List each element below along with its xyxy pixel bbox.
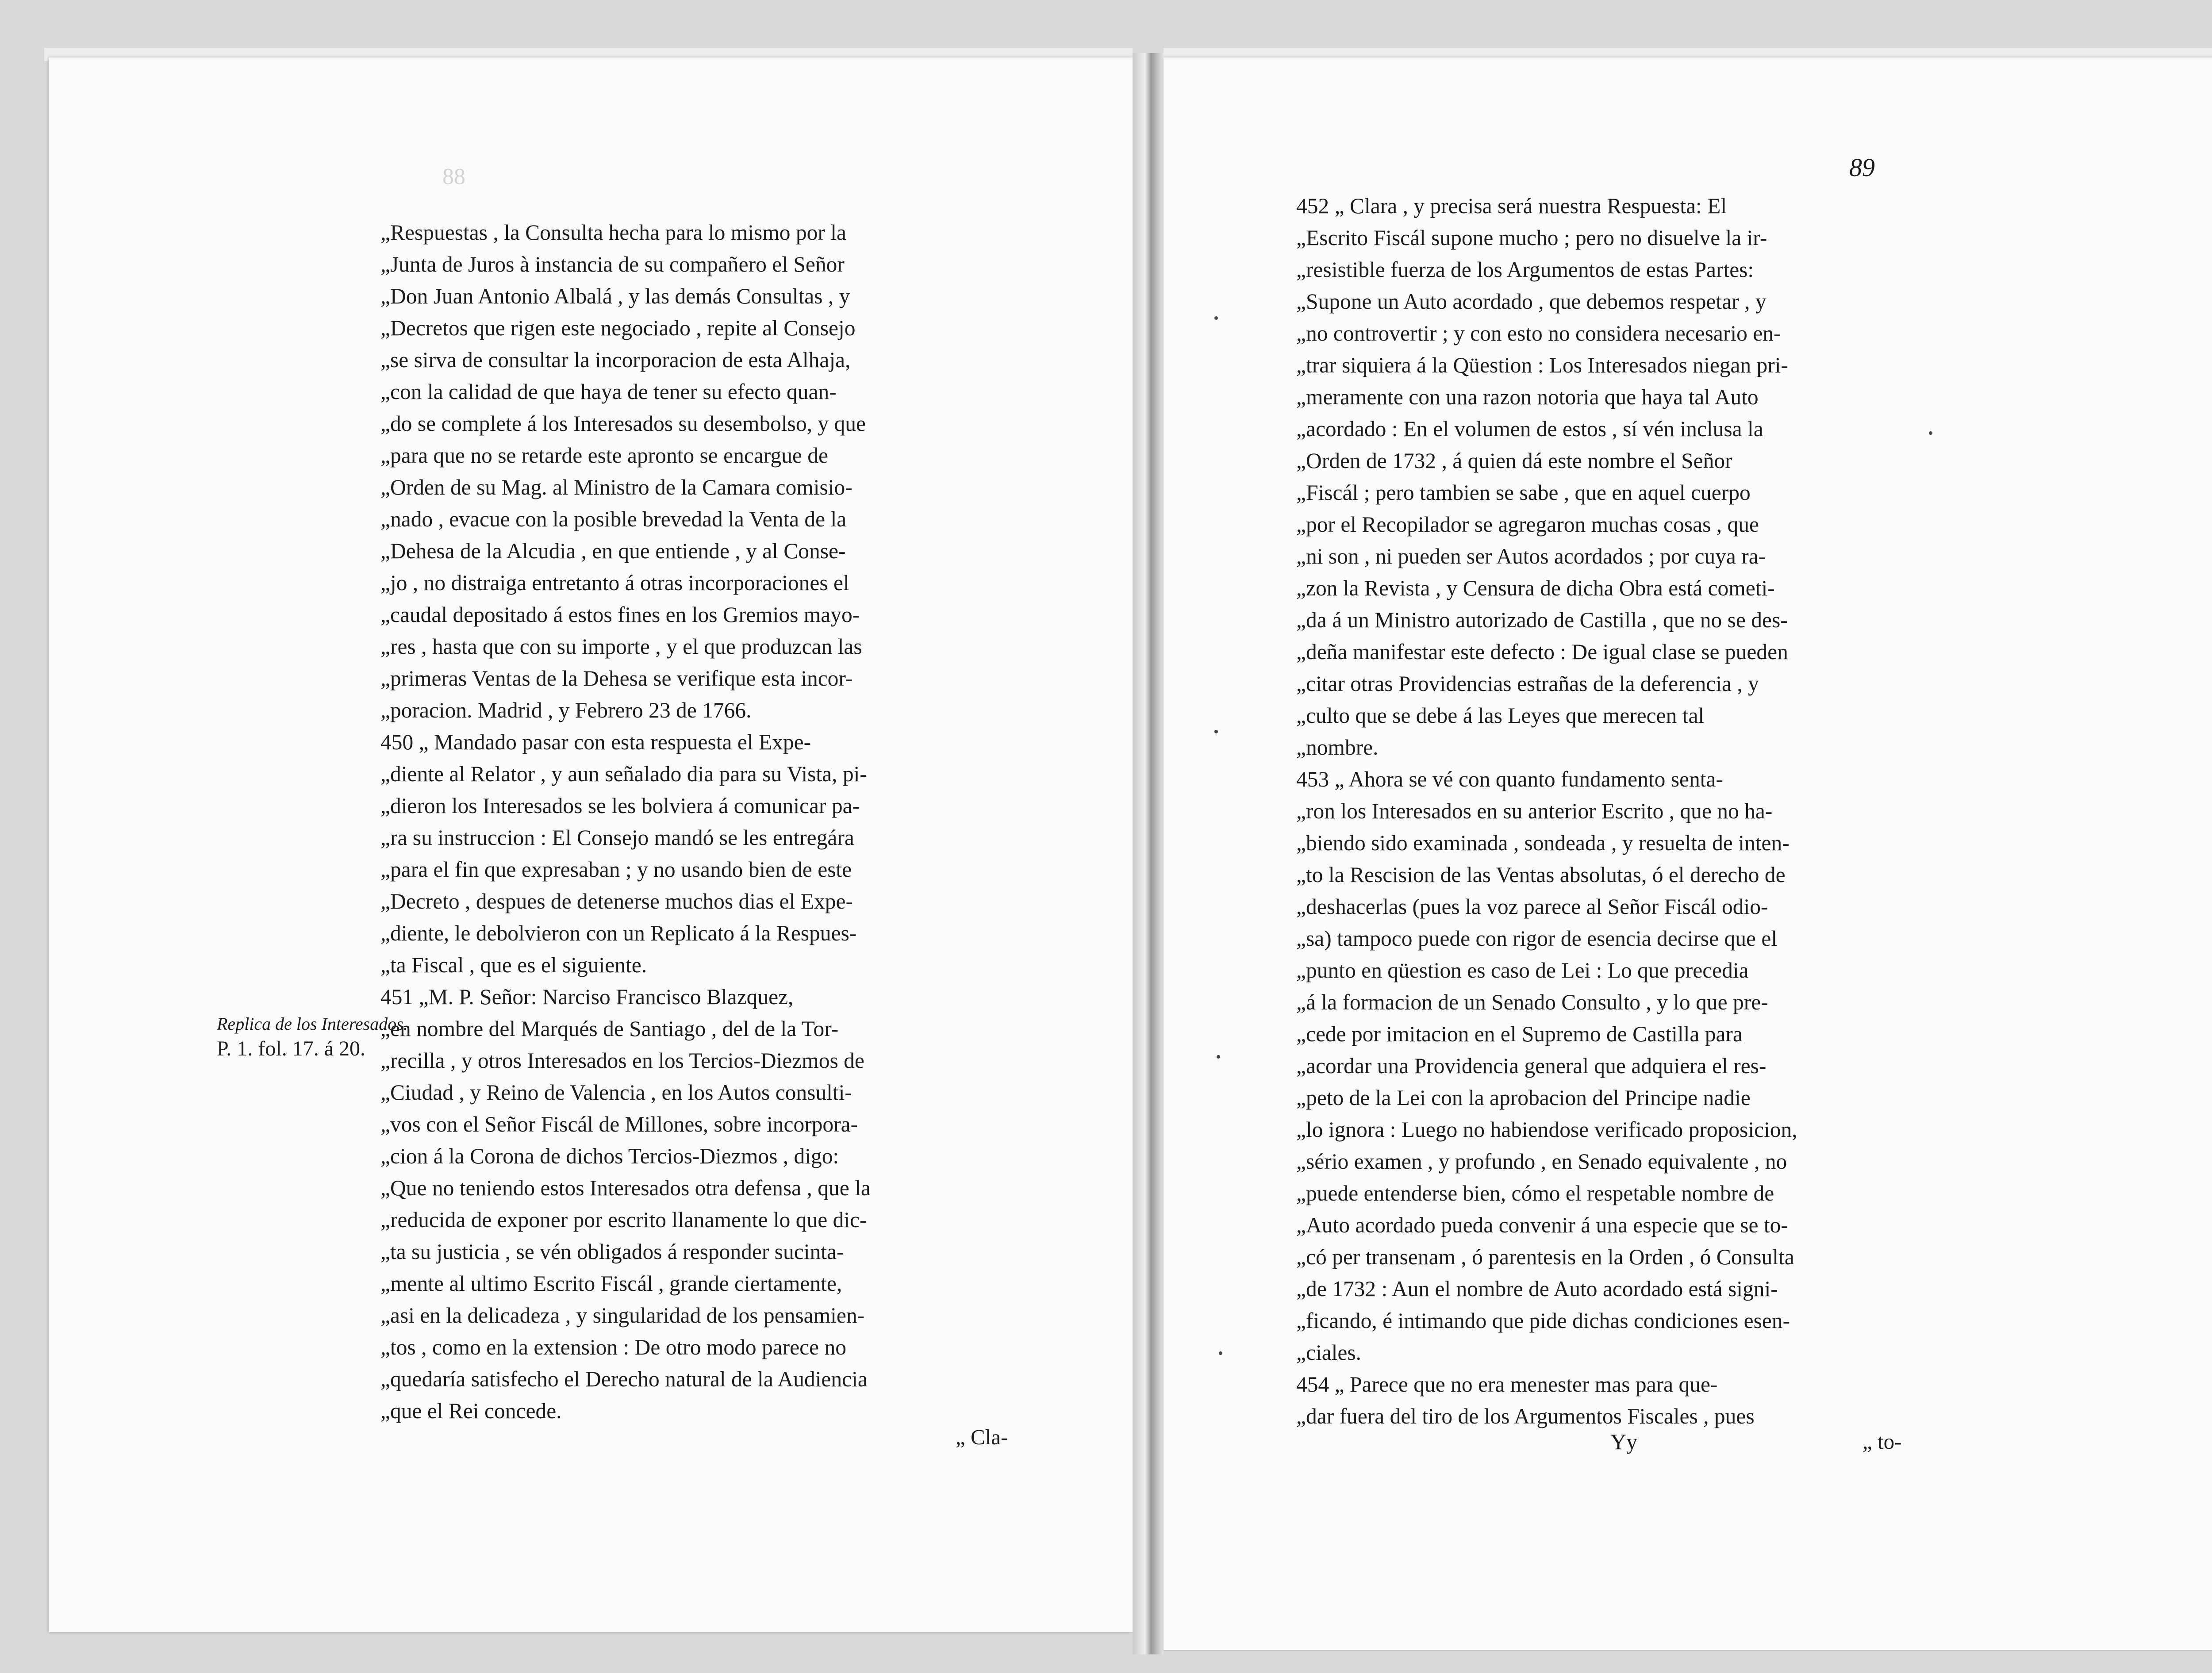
text-line: „Ciudad , y Reino de Valencia , en los Autos consulti- bbox=[380, 1080, 852, 1105]
text-line: 451 „M. P. Señor: Narciso Francisco Blazquez, bbox=[380, 985, 794, 1009]
text-line: „Don Juan Antonio Albalá , y las demás Consultas , y bbox=[380, 284, 850, 308]
text-line: „deña manifestar este defecto : De igual clase se pueden bbox=[1296, 640, 1788, 664]
text-line: 452 „ Clara , y precisa será nuestra Respuesta: El bbox=[1296, 194, 1727, 218]
text-line: „en nombre del Marqués de Santiago , del de la Tor- bbox=[380, 1017, 839, 1041]
text-line: „tos , como en la extension : De otro modo parece no bbox=[380, 1335, 846, 1359]
text-line: „acordar una Providencia general que adquiera el res- bbox=[1296, 1054, 1767, 1078]
text-line: „caudal depositado á estos fines en los Gremios mayo- bbox=[380, 602, 860, 627]
ghost-page-number: 88 bbox=[442, 164, 465, 189]
left-catchword: „ Cla- bbox=[956, 1425, 1008, 1449]
text-line: „Orden de 1732 , á quien dá este nombre el Señor bbox=[1296, 449, 1732, 473]
text-line: „Decreto , despues de detenerse muchos dias el Expe- bbox=[380, 889, 853, 913]
text-line: 454 „ Parece que no era menester mas para que- bbox=[1296, 1372, 1718, 1397]
text-line: 450 „ Mandado pasar con esta respuesta el Expe- bbox=[380, 730, 811, 754]
paper-speck bbox=[1219, 1351, 1222, 1355]
text-line: „deshacerlas (pues la voz parece al Señor Fiscál odio- bbox=[1296, 894, 1768, 919]
text-line: „que el Rei concede. bbox=[380, 1399, 562, 1423]
margin-note-reference: P. 1. fol. 17. á 20. bbox=[217, 1037, 365, 1060]
text-line: „citar otras Providencias estrañas de la deferencia , y bbox=[1296, 672, 1759, 696]
text-line: „primeras Ventas de la Dehesa se verifique esta incor- bbox=[380, 666, 853, 691]
text-line: „do se complete á los Interesados su desembolso, y que bbox=[380, 411, 866, 436]
text-line: „ron los Interesados en su anterior Escrito , que no ha- bbox=[1296, 799, 1773, 823]
text-line: „lo ignora : Luego no habiendose verificado proposicion, bbox=[1296, 1117, 1797, 1142]
right-page-body bbox=[1296, 190, 1907, 1432]
text-line: „nombre. bbox=[1296, 735, 1379, 760]
margin-note-title: Replica de los Interesados. bbox=[217, 1014, 408, 1034]
text-line: „para el fin que expresaban ; y no usando bien de este bbox=[380, 857, 852, 882]
text-line: „poracion. Madrid , y Febrero 23 de 1766. bbox=[380, 698, 752, 722]
text-line: „ni son , ni pueden ser Autos acordados ; por cuya ra- bbox=[1296, 544, 1766, 568]
text-line: „recilla , y otros Interesados en los Tercios-Diezmos de bbox=[380, 1048, 864, 1073]
text-line: „ta su justicia , se vén obligados á responder sucinta- bbox=[380, 1239, 844, 1264]
text-line: „ciales. bbox=[1296, 1340, 1362, 1365]
text-line: „zon la Revista , y Censura de dicha Obra está cometi- bbox=[1296, 576, 1775, 600]
text-line: „culto que se debe á las Leyes que merecen tal bbox=[1296, 703, 1705, 728]
text-line: „cede por imitacion en el Supremo de Castilla para bbox=[1296, 1022, 1743, 1046]
text-line: „puede entenderse bien, cómo el respetable nombre de bbox=[1296, 1181, 1774, 1205]
text-line: „asi en la delicadeza , y singularidad de los pensamien- bbox=[380, 1303, 865, 1328]
text-line: „ra su instruccion : El Consejo mandó se les entregára bbox=[380, 825, 854, 850]
signature-mark: Yy bbox=[1610, 1429, 1638, 1454]
text-line: „para que no se retarde este apronto se encargue de bbox=[380, 443, 828, 468]
text-line: „cion á la Corona de dichos Tercios-Diezmos , digo: bbox=[380, 1144, 839, 1168]
text-line: „có per transenam , ó parentesis en la Orden , ó Consulta bbox=[1296, 1245, 1794, 1269]
text-line: „no controvertir ; y con esto no considera necesario en- bbox=[1296, 321, 1781, 345]
text-line: „nado , evacue con la posible brevedad la Venta de la bbox=[380, 507, 847, 531]
text-line: „diente al Relator , y aun señalado dia para su Vista, pi- bbox=[380, 762, 867, 786]
text-line: „acordado : En el volumen de estos , sí vén inclusa la bbox=[1296, 417, 1763, 441]
paper-speck bbox=[1214, 316, 1218, 320]
text-line: „to la Rescision de las Ventas absolutas, ó el derecho de bbox=[1296, 863, 1786, 887]
text-line: „ficando, é intimando que pide dichas condiciones esen- bbox=[1296, 1308, 1790, 1333]
text-line: „sério examen , y profundo , en Senado equivalente , no bbox=[1296, 1149, 1787, 1174]
paper-speck bbox=[1929, 431, 1932, 435]
paper-speck bbox=[1217, 1055, 1220, 1059]
text-line: „diente, le debolvieron con un Replicato á la Respues- bbox=[380, 921, 857, 945]
text-line: „Escrito Fiscál supone mucho ; pero no disuelve la ir- bbox=[1296, 226, 1767, 250]
text-line: „reducida de exponer por escrito llanamente lo que dic- bbox=[380, 1208, 867, 1232]
text-line: 453 „ Ahora se vé con quanto fundamento senta- bbox=[1296, 767, 1723, 791]
book-gutter bbox=[1133, 53, 1164, 1654]
text-line: „jo , no distraiga entretanto á otras incorporaciones el bbox=[380, 571, 849, 595]
text-line: „quedaría satisfecho el Derecho natural de la Audiencia bbox=[380, 1367, 868, 1391]
text-line: „res , hasta que con su importe , y el que produzcan las bbox=[380, 634, 862, 659]
text-line: „punto en qüestion es caso de Lei : Lo que precedia bbox=[1296, 958, 1749, 982]
text-line: „Decretos que rigen este negociado , repite al Consejo bbox=[380, 316, 856, 340]
text-line: „dieron los Interesados se les bolviera á comunicar pa- bbox=[380, 794, 860, 818]
paper-speck bbox=[1214, 730, 1218, 733]
text-line: „meramente con una razon notoria que haya tal Auto bbox=[1296, 385, 1759, 409]
text-line: „se sirva de consultar la incorporacion de esta Alhaja, bbox=[380, 348, 851, 372]
text-line: „Supone un Auto acordado , que debemos respetar , y bbox=[1296, 289, 1767, 314]
text-line: „vos con el Señor Fiscál de Millones, sobre incorpora- bbox=[380, 1112, 858, 1136]
text-line: „trar siquiera á la Qüestion : Los Interesados niegan pri- bbox=[1296, 353, 1788, 377]
text-line: „peto de la Lei con la aprobacion del Principe nadie bbox=[1296, 1086, 1751, 1110]
text-line: „dar fuera del tiro de los Argumentos Fiscales , pues bbox=[1296, 1404, 1755, 1428]
text-line: „de 1732 : Aun el nombre de Auto acordado está signi- bbox=[1296, 1277, 1778, 1301]
text-line: „biendo sido examinada , sondeada , y resuelta de inten- bbox=[1296, 831, 1790, 855]
text-line: „Orden de su Mag. al Ministro de la Camara comisio- bbox=[380, 475, 853, 499]
text-line: „da á un Ministro autorizado de Castilla , que no se des- bbox=[1296, 608, 1788, 632]
text-line: „ta Fiscal , que es el siguiente. bbox=[380, 953, 647, 977]
left-page-body bbox=[380, 217, 1018, 1427]
text-line: „á la formacion de un Senado Consulto , y lo que pre- bbox=[1296, 990, 1768, 1014]
text-line: „con la calidad de que haya de tener su efecto quan- bbox=[380, 380, 837, 404]
text-line: „sa) tampoco puede con rigor de esencia decirse que el bbox=[1296, 926, 1778, 951]
text-line: „Que no teniendo estos Interesados otra defensa , que la bbox=[380, 1176, 871, 1200]
text-line: „Dehesa de la Alcudia , en que entiende , y al Conse- bbox=[380, 539, 846, 563]
text-line: „Auto acordado pueda convenir á una especie que se to- bbox=[1296, 1213, 1788, 1237]
text-line: „Junta de Juros à instancia de su compañero el Señor bbox=[380, 252, 845, 276]
text-line: „resistible fuerza de los Argumentos de estas Partes: bbox=[1296, 257, 1754, 282]
text-line: „Respuestas , la Consulta hecha para lo mismo por la bbox=[380, 220, 846, 245]
right-catchword: „ to- bbox=[1863, 1429, 1902, 1454]
page-number: 89 bbox=[1849, 153, 1875, 182]
margin-note bbox=[217, 1013, 416, 1063]
text-line: „mente al ultimo Escrito Fiscál , grande ciertamente, bbox=[380, 1271, 842, 1296]
text-line: „Fiscál ; pero tambien se sabe , que en aquel cuerpo bbox=[1296, 480, 1751, 505]
text-line: „por el Recopilador se agregaron muchas cosas , que bbox=[1296, 512, 1759, 537]
